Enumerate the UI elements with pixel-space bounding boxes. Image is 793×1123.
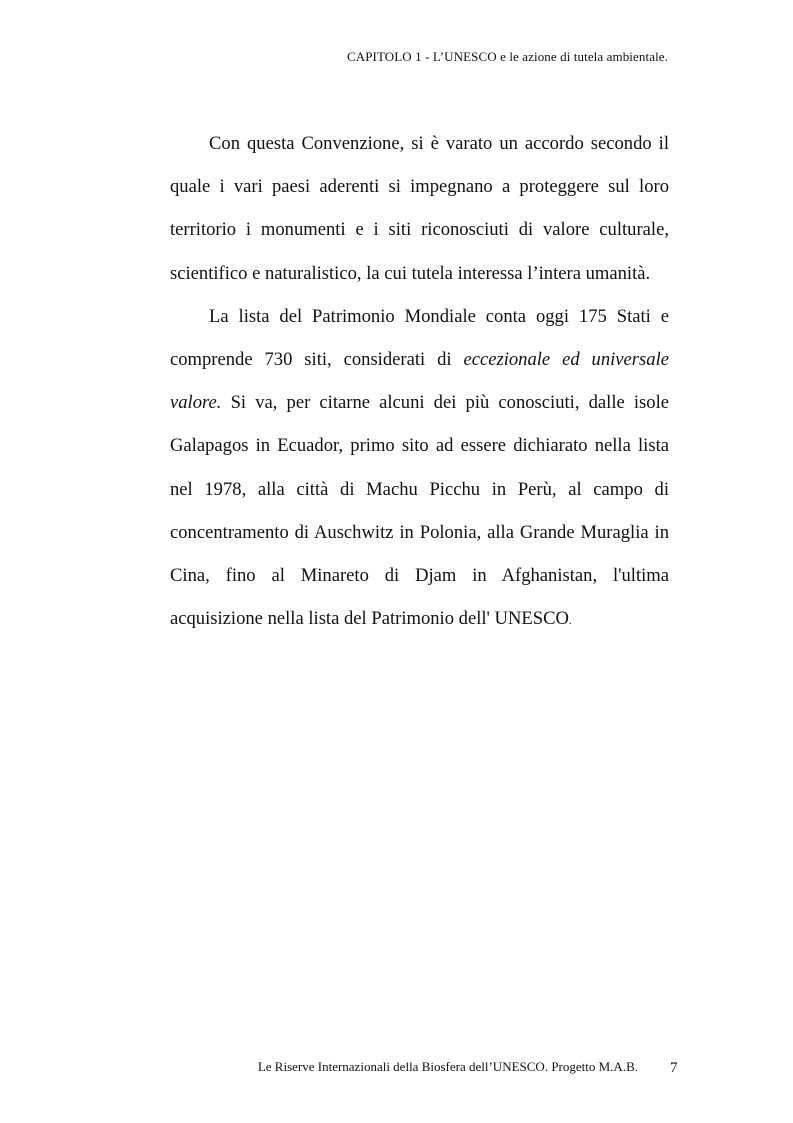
running-header: CAPITOLO 1 - L’UNESCO e le azione di tutela ambientale.	[346, 49, 668, 64]
paragraph-convenzione: Con questa Convenzione, si è varato un accordo secondo il quale i vari paesi aderenti si impegnano a proteggere sul loro territorio i monumenti e i siti riconosciuti di valore culturale, scientifico e naturalistico, la cui tutela interessa l’intera umanità.	[170, 133, 669, 284]
paragraph-text-continuation: Si va, per citarne alcuni dei più conosciuti, dalle isole Galapagos in Ecuador, primo sito ad essere dichiarato nella lista nel 1978, alla città di Machu Picchu in Perù, al campo di concentramento di Auschwitz in Polonia, alla Grande Muraglia in Cina, fino al Minareto di Djam in Afghanistan, l'ultima acquisizione nella lista del Patrimonio dell' UNESCO	[170, 392, 669, 630]
body-text	[170, 122, 669, 643]
paragraph-text-emphasis: eccezionale ed universale valore.	[170, 349, 669, 414]
running-footer: Le Riserve Internazionali della Biosfera dell’UNESCO. Progetto M.A.B.	[257, 1059, 638, 1074]
page-number: 7	[670, 1060, 678, 1076]
paragraph-final-period: .	[568, 615, 572, 628]
paragraph-lista-patrimonio	[170, 295, 669, 644]
paragraph-text-intro: La lista del Patrimonio Mondiale conta oggi 175 Stati e comprende 730 siti, considerati di	[170, 305, 669, 371]
